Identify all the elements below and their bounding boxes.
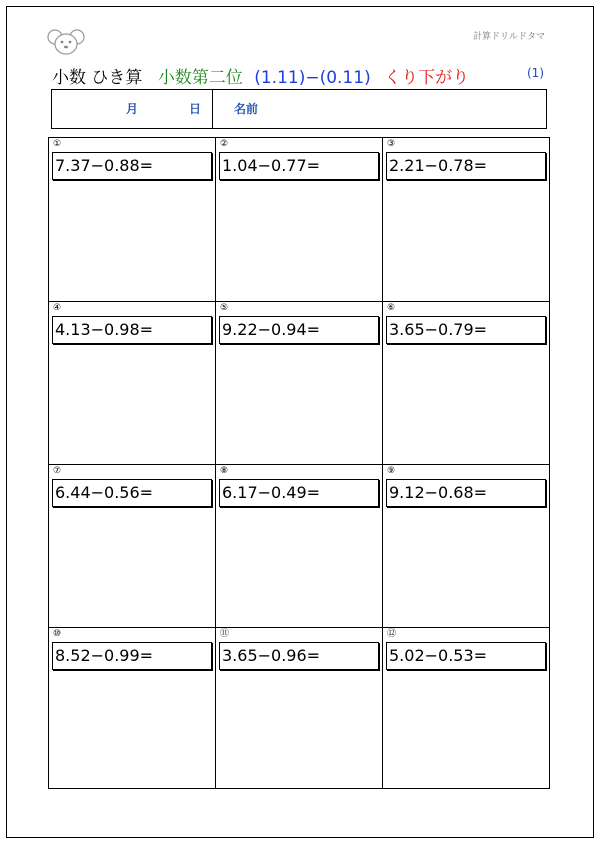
problem-expression: 8.52−0.99= [52,642,212,670]
problem-expression: 3.65−0.79= [386,316,546,344]
name-label: 名前 [234,102,259,116]
problem-number: ⑧ [220,466,229,476]
problem-number: ⑩ [53,629,62,639]
worksheet-title [52,63,552,87]
problem-expression: 9.22−0.94= [219,316,379,344]
problem-number: ④ [53,303,62,313]
title-decimal-place: 小数第二位 [157,68,243,88]
problem-number: ⑤ [220,303,229,313]
problem-number: ② [220,139,229,149]
header-divider [212,90,213,128]
problem-expression: 3.65−0.96= [219,642,379,670]
problem-cell [383,138,549,301]
problem-expression: 4.13−0.98= [52,316,212,344]
problem-number: ⑥ [387,303,396,313]
problem-cell [49,628,215,788]
problem-cell [216,302,382,464]
problem-cell [216,465,382,627]
problem-number: ① [53,139,62,149]
problem-number: ⑫ [387,629,397,639]
month-label: 月 [126,102,139,116]
problem-cell [383,302,549,464]
problem-number: ③ [387,139,396,149]
problem-grid [48,137,550,789]
date-name-header [51,89,547,129]
problem-number: ⑦ [53,466,62,476]
title-pattern: (1.11)−(0.11) [254,68,371,88]
worksheet-number: (1) [527,66,544,80]
problem-number: ⑨ [387,466,396,476]
problem-cell [216,628,382,788]
problem-number: ⑪ [220,629,230,639]
problem-cell [49,465,215,627]
mouse-face-logo-icon [46,27,86,57]
problem-expression: 7.37−0.88= [52,152,212,180]
problem-expression: 1.04−0.77= [219,152,379,180]
title-borrowing: くり下がり [384,68,470,88]
problem-cell [216,138,382,301]
problem-cell [383,628,549,788]
problem-cell [49,302,215,464]
problem-expression: 5.02−0.53= [386,642,546,670]
problem-cell [383,465,549,627]
day-label: 日 [189,102,202,116]
problem-expression: 6.17−0.49= [219,479,379,507]
problem-expression: 6.44−0.56= [52,479,212,507]
problem-expression: 2.21−0.78= [386,152,546,180]
brand-label: 計算ドリルドタマ [472,32,545,42]
problem-cell [49,138,215,301]
title-subtraction: 小数 ひき算 [52,68,143,88]
problem-expression: 9.12−0.68= [386,479,546,507]
